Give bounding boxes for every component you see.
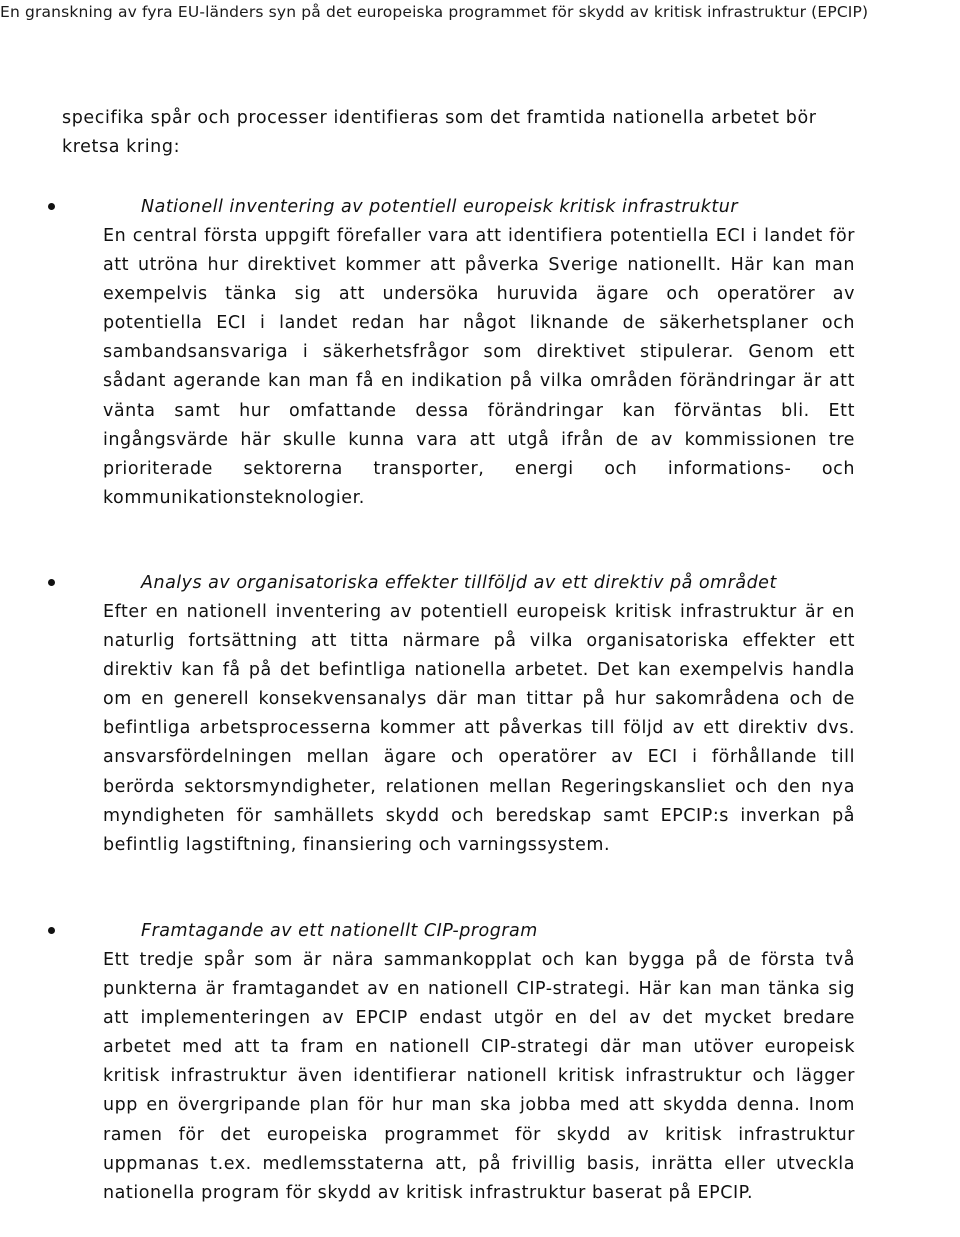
section-body: Ett tredje spår som är nära sammankopplat och kan bygga på de första två punkterna är framtagandet av en nationell CIP-strategi. Här kan man tänka sig att implementeringen av EPCIP endast utgör en del av det mycket bredare arbetet med att ta fram en nationell CIP-strategi där man utöver europeisk kritisk infrastruktur även identifierar nationell kritisk infrastruktur och lägger upp en övergripande plan för hur man ska jobba med att skydda denna. Inom ramen för det europeiska programmet för skydd av kritisk infrastruktur uppmanas t.ex. medlemsstaterna att, på frivillig basis, inrätta eller utveckla nationella program för skydd av kritisk infrastruktur baserat på EPCIP. bbox=[103, 950, 855, 1203]
intro-paragraph: specifika spår och processer identifieras som det framtida nationella arbetet bör kretsa kring: bbox=[62, 108, 817, 157]
section-title: Analys av organisatoriska effekter tillföljd av ett direktiv på området bbox=[141, 573, 777, 593]
running-header: En granskning av fyra EU-länders syn på det europeiska programmet för skydd av kritisk infrastruktur (EPCIP) bbox=[0, 3, 869, 21]
section-body: Efter en nationell inventering av potentiell europeisk kritisk infrastruktur är en naturlig fortsättning att titta närmare på vilka organisatoriska effekter ett direktiv kan få på det befintliga nationella arbetet. Det kan exempelvis handla om en generell konsekvensanalys där man tittar på hur sakområdena och de befintliga arbetsprocesserna kommer att påverkas till följd av ett direktiv dvs. ansvarsfördelningen mellan ägare och operatörer av ECI i förhållande till berörda sektorsmyndigheter, relationen mellan Regeringskansliet och den nya myndigheten för samhällets skydd och beredskap samt EPCIP:s inverkan på befintlig lagstiftning, finansiering och varningssystem. bbox=[103, 602, 855, 855]
section-organisational-effects bbox=[103, 569, 855, 860]
bullet-icon bbox=[0, 193, 103, 222]
section-title: Nationell inventering av potentiell europeisk kritisk infrastruktur bbox=[141, 197, 739, 217]
section-body: En central första uppgift förefaller vara att identifiera potentiella ECI i landet för att utröna hur direktivet kommer att påverka Sverige nationellt. Här kan man exempelvis tänka sig att undersöka huruvida ägare och operatörer av potentiella ECI i landet redan har något liknande de säkerhetsplaner och sambandsansvariga i säkerhetsfrågor som direktivet stipulerar. Genom ett sådant agerande kan man få en indikation på vilka områden förändringar är att vänta samt hur omfattande dessa förändringar kan förväntas bli. Ett ingångsvärde här skulle kunna vara att utgå ifrån de av kommissionen tre prioriterade sektorerna transporter, energi och informations- och kommunikationsteknologier. bbox=[103, 226, 855, 508]
section-national-cip-program bbox=[103, 917, 855, 1208]
section-title: Framtagande av ett nationellt CIP-program bbox=[141, 921, 538, 941]
section-national-inventory bbox=[103, 193, 855, 513]
bullet-icon bbox=[0, 569, 103, 598]
bullet-icon bbox=[0, 917, 103, 946]
